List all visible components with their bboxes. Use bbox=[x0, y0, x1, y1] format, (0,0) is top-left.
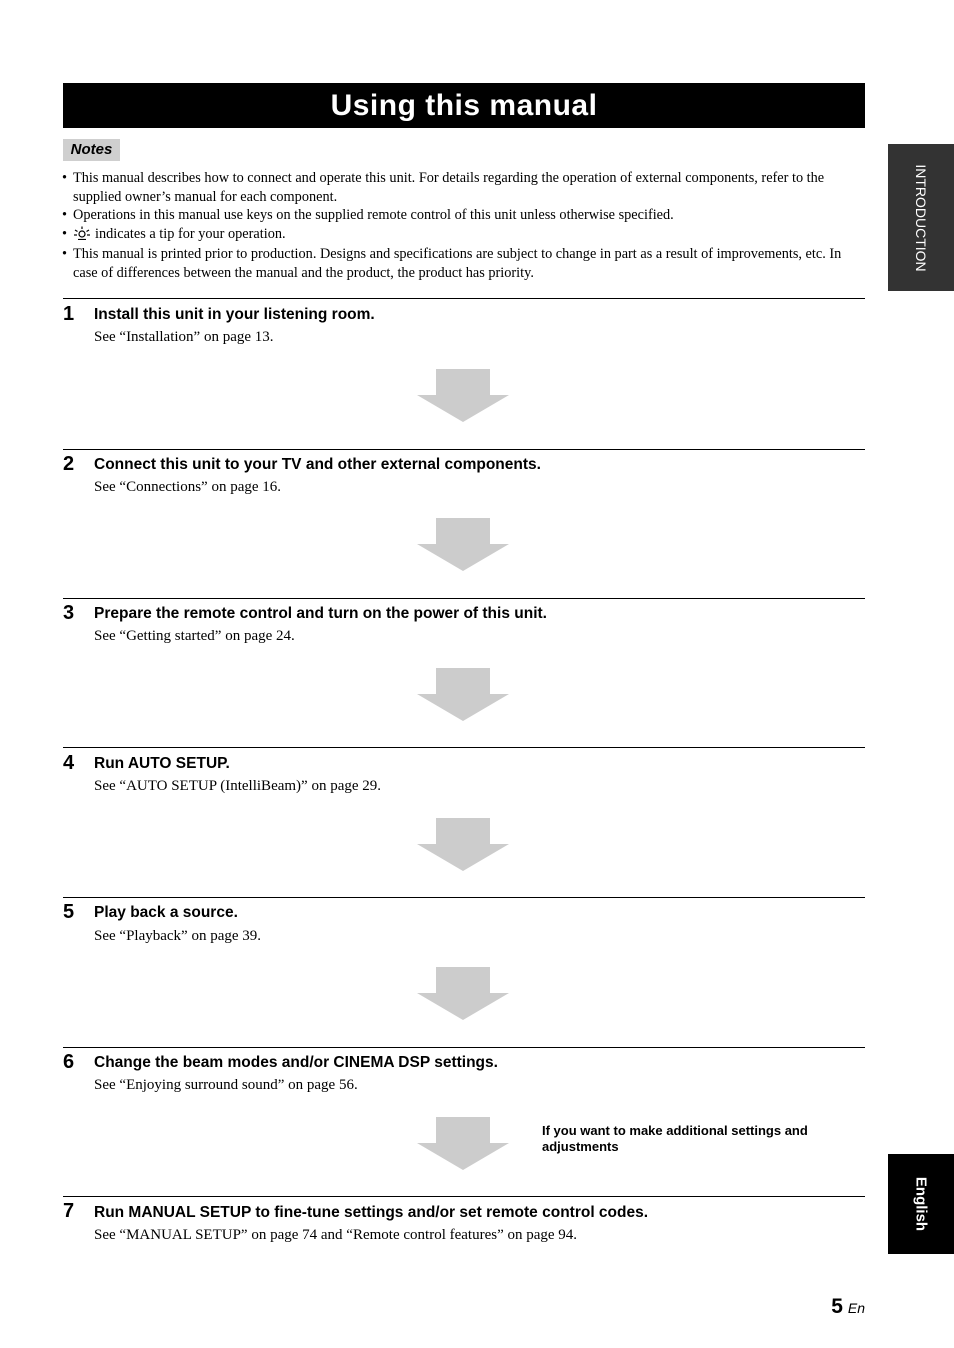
note-item: • This manual describes how to connect and operate this unit. For details regarding the operation of external components, refer to the supplied owner’s manual for each component. bbox=[62, 170, 825, 205]
step-heading: Run MANUAL SETUP to fine-tune settings and/or set remote control codes. bbox=[94, 1204, 649, 1221]
section-tab-introduction bbox=[888, 144, 954, 291]
additional-settings-note: If you want to make additional settings and adjustments bbox=[542, 1123, 808, 1154]
note-item: • Operations in this manual use keys on the supplied remote control of this unit unless otherwise specified. bbox=[62, 207, 674, 224]
step-number: 6 bbox=[63, 1051, 75, 1073]
step-heading: Install this unit in your listening room. bbox=[94, 306, 375, 323]
step-number: 3 bbox=[63, 602, 75, 624]
page-number-value: 5 bbox=[831, 1295, 843, 1318]
step-heading: Prepare the remote control and turn on the power of this unit. bbox=[94, 605, 547, 622]
tip-icon bbox=[73, 226, 91, 246]
step-heading: Connect this unit to your TV and other external components. bbox=[94, 456, 541, 473]
step-divider bbox=[63, 897, 865, 898]
note-item: • indicates a tip for your operation. bbox=[62, 225, 867, 246]
notes-list bbox=[62, 169, 867, 283]
step-reference: See “AUTO SETUP (IntelliBeam)” on page 29. bbox=[94, 778, 382, 794]
down-arrow-icon bbox=[417, 818, 509, 871]
step-divider bbox=[63, 449, 865, 450]
down-arrow-icon bbox=[417, 967, 509, 1020]
step-divider bbox=[63, 747, 865, 748]
down-arrow-icon bbox=[417, 518, 509, 571]
page-language-suffix: En bbox=[847, 1300, 865, 1316]
down-arrow-icon bbox=[417, 1117, 509, 1170]
note-text: This manual describes how to connect and operate this unit. For details regarding the operation of external components, refer to the supplied owner’s manual for each component. bbox=[73, 170, 825, 205]
note-text: This manual is printed prior to production. Designs and specifications are subject to change in part as a result of improvements, etc. In case of differences between the manual and the product, the product has priority. bbox=[73, 246, 842, 281]
page-number bbox=[831, 1295, 865, 1319]
step-reference: See “Enjoying surround sound” on page 56. bbox=[94, 1077, 358, 1093]
step-divider bbox=[63, 1047, 865, 1048]
step-reference: See “Installation” on page 13. bbox=[94, 329, 274, 345]
step-reference: See “Getting started” on page 24. bbox=[94, 628, 295, 644]
step-number: 7 bbox=[63, 1200, 75, 1222]
page-title: Using this manual bbox=[63, 83, 865, 128]
step-heading: Change the beam modes and/or CINEMA DSP settings. bbox=[94, 1054, 498, 1071]
down-arrow-icon bbox=[417, 369, 509, 422]
step-number: 5 bbox=[63, 901, 75, 923]
notes-label: Notes bbox=[63, 139, 120, 161]
step-reference: See “Playback” on page 39. bbox=[94, 928, 262, 944]
step-divider bbox=[63, 598, 865, 599]
down-arrow-icon bbox=[417, 668, 509, 721]
step-reference: See “MANUAL SETUP” on page 74 and “Remote control features” on page 94. bbox=[94, 1227, 578, 1243]
section-tab-label: INTRODUCTION bbox=[913, 163, 929, 272]
step-reference: See “Connections” on page 16. bbox=[94, 479, 282, 495]
language-tab-label: English bbox=[912, 1176, 930, 1232]
language-tab-english bbox=[888, 1154, 954, 1254]
note-text: indicates a tip for your operation. bbox=[95, 225, 286, 242]
step-number: 2 bbox=[63, 453, 75, 475]
note-text: Operations in this manual use keys on the supplied remote control of this unit unless otherwise specified. bbox=[73, 207, 674, 224]
step-divider bbox=[63, 298, 865, 299]
step-number: 4 bbox=[63, 752, 75, 774]
step-heading: Run AUTO SETUP. bbox=[94, 755, 230, 772]
step-number: 1 bbox=[63, 303, 75, 325]
step-divider bbox=[63, 1196, 865, 1197]
note-item: • This manual is printed prior to production. Designs and specifications are subject to change in part as a result of improvements, etc. In case of differences between the manual and the product, the product has priority. bbox=[62, 246, 842, 281]
step-heading: Play back a source. bbox=[94, 904, 238, 921]
